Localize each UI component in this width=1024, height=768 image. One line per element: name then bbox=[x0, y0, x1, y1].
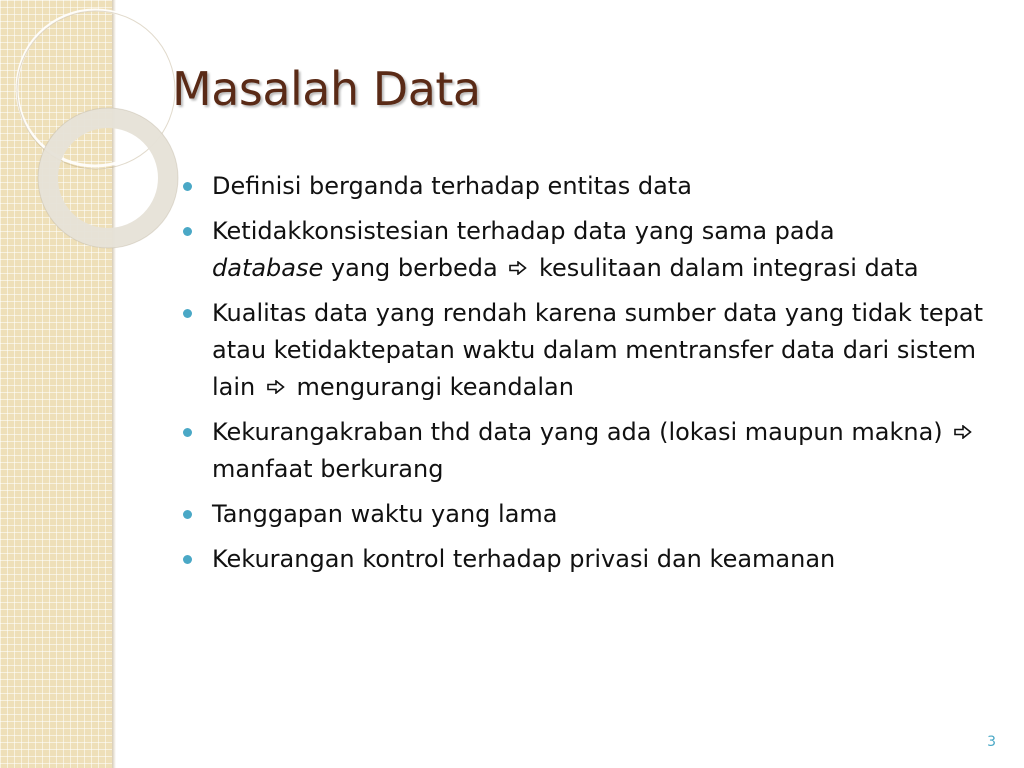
bullet-dot-icon bbox=[183, 227, 192, 236]
bullet-text: Definisi berganda terhadap entitas data bbox=[212, 172, 692, 200]
right-arrow-outline-icon bbox=[954, 425, 972, 439]
bullet-text-before-arrow: yang berbeda bbox=[323, 254, 498, 282]
bullet-text-italic: database bbox=[212, 254, 324, 282]
bullet-text-after-arrow: manfaat berkurang bbox=[212, 455, 444, 483]
bullet-item bbox=[182, 168, 1002, 205]
decorative-rings bbox=[0, 0, 200, 280]
bullet-dot-icon bbox=[183, 309, 192, 318]
bullet-text-before-arrow: Kualitas data yang rendah karena sumber data yang tidak tepat atau ketidaktepatan waktu dalam mentransfer data dari sistem lain bbox=[212, 299, 983, 401]
bullet-dot-icon bbox=[183, 555, 192, 564]
bullet-text-after-arrow: kesulitaan dalam integrasi data bbox=[538, 254, 919, 282]
page-number: 3 bbox=[987, 734, 996, 750]
bullet-dot-icon bbox=[183, 428, 192, 437]
bullet-item bbox=[182, 213, 1002, 287]
bullet-text: Kekurangan kontrol terhadap privasi dan keamanan bbox=[212, 545, 836, 573]
bullet-dot-icon bbox=[183, 510, 192, 519]
slide-title: Masalah Data bbox=[172, 62, 481, 116]
bullet-item bbox=[182, 541, 1002, 578]
bullet-text-after-arrow: mengurangi keandalan bbox=[296, 373, 574, 401]
bullet-text: Tanggapan waktu yang lama bbox=[212, 500, 558, 528]
bullet-item bbox=[182, 496, 1002, 533]
bullet-text-line1: Ketidakkonsistesian terhadap data yang sama pada bbox=[212, 217, 835, 245]
bullet-text-before-arrow: Kekurangakraban thd data yang ada (lokasi maupun makna) bbox=[212, 418, 943, 446]
decorative-ring-lower bbox=[48, 118, 168, 238]
right-arrow-outline-icon bbox=[267, 380, 285, 394]
bullet-list bbox=[182, 168, 1002, 586]
bullet-item bbox=[182, 295, 1002, 406]
right-arrow-outline-icon bbox=[509, 261, 527, 275]
bullet-dot-icon bbox=[183, 182, 192, 191]
bullet-item bbox=[182, 414, 1002, 488]
